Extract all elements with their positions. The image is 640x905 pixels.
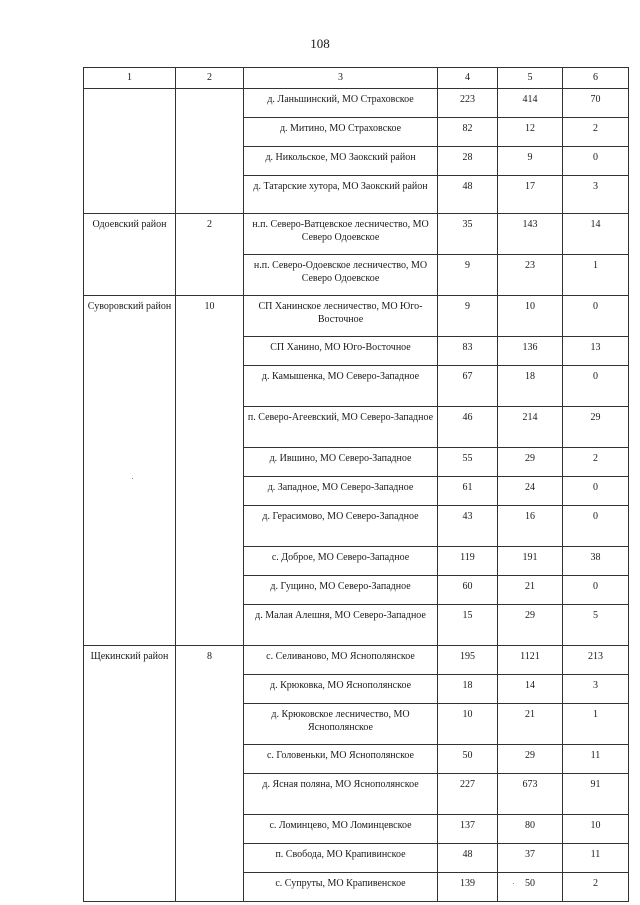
value-col4-cell: 18: [438, 675, 498, 704]
district-cell: [84, 89, 176, 214]
value-col6-cell: 11: [563, 745, 629, 774]
settlement-cell: н.п. Северо-Одоевское лесничество, МО Северо Одоевское: [244, 255, 438, 296]
value-col4-cell: 139: [438, 873, 498, 902]
value-col4-cell: 28: [438, 147, 498, 176]
value-col6-cell: 10: [563, 815, 629, 844]
value-col5-cell: 50: [498, 873, 563, 902]
settlement-cell: п. Свобода, МО Крапивинское: [244, 844, 438, 873]
count-cell: 10: [176, 296, 244, 646]
settlement-cell: СП Ханинское лесничество, МО Юго-Восточное: [244, 296, 438, 337]
value-col4-cell: 9: [438, 255, 498, 296]
settlement-cell: с. Селиваново, МО Яснополянское: [244, 646, 438, 675]
value-col6-cell: 0: [563, 366, 629, 407]
value-col5-cell: 21: [498, 704, 563, 745]
settlement-cell: д. Татарские хутора, МО Заокский район: [244, 176, 438, 214]
value-col4-cell: 227: [438, 774, 498, 815]
settlement-cell: д. Камышенка, МО Северо-Западное: [244, 366, 438, 407]
value-col5-cell: 9: [498, 147, 563, 176]
value-col4-cell: 61: [438, 477, 498, 506]
settlement-cell: СП Ханино, МО Юго-Восточное: [244, 337, 438, 366]
table-row: [84, 89, 629, 118]
district-cell: Одоевский район: [84, 214, 176, 296]
settlement-cell: с. Головеньки, МО Яснополянское: [244, 745, 438, 774]
count-cell: 2: [176, 214, 244, 296]
value-col5-cell: 18: [498, 366, 563, 407]
value-col4-cell: 15: [438, 605, 498, 646]
settlement-cell: д. Малая Алешня, МО Северо-Западное: [244, 605, 438, 646]
scan-speck: [132, 478, 133, 479]
value-col5-cell: 12: [498, 118, 563, 147]
value-col5-cell: 29: [498, 745, 563, 774]
value-col5-cell: 29: [498, 448, 563, 477]
table-row: [84, 214, 629, 255]
value-col6-cell: 5: [563, 605, 629, 646]
settlement-cell: с. Ломинцево, МО Ломинцевское: [244, 815, 438, 844]
value-col5-cell: 14: [498, 675, 563, 704]
value-col6-cell: 70: [563, 89, 629, 118]
value-col6-cell: 0: [563, 147, 629, 176]
value-col4-cell: 9: [438, 296, 498, 337]
value-col5-cell: 80: [498, 815, 563, 844]
value-col6-cell: 29: [563, 407, 629, 448]
district-cell: Щекинский район: [84, 646, 176, 902]
value-col4-cell: 67: [438, 366, 498, 407]
settlement-cell: д. Ясная поляна, МО Яснополянское: [244, 774, 438, 815]
value-col5-cell: 136: [498, 337, 563, 366]
value-col4-cell: 82: [438, 118, 498, 147]
value-col4-cell: 35: [438, 214, 498, 255]
header-cell: 1: [84, 68, 176, 89]
value-col4-cell: 50: [438, 745, 498, 774]
value-col5-cell: 24: [498, 477, 563, 506]
value-col5-cell: 10: [498, 296, 563, 337]
table-row: [84, 296, 629, 337]
value-col6-cell: 13: [563, 337, 629, 366]
value-col5-cell: 414: [498, 89, 563, 118]
value-col4-cell: 48: [438, 176, 498, 214]
header-cell: 4: [438, 68, 498, 89]
header-cell: 2: [176, 68, 244, 89]
count-cell: 8: [176, 646, 244, 902]
value-col6-cell: 0: [563, 576, 629, 605]
value-col4-cell: 55: [438, 448, 498, 477]
value-col5-cell: 29: [498, 605, 563, 646]
value-col5-cell: 21: [498, 576, 563, 605]
settlement-cell: д. Митино, МО Страховское: [244, 118, 438, 147]
value-col4-cell: 10: [438, 704, 498, 745]
value-col6-cell: 3: [563, 675, 629, 704]
value-col6-cell: 2: [563, 448, 629, 477]
header-cell: 6: [563, 68, 629, 89]
value-col6-cell: 0: [563, 296, 629, 337]
value-col6-cell: 91: [563, 774, 629, 815]
settlement-cell: д. Крюковское лесничество, МО Яснополянское: [244, 704, 438, 745]
value-col4-cell: 83: [438, 337, 498, 366]
value-col6-cell: 38: [563, 547, 629, 576]
value-col6-cell: 2: [563, 873, 629, 902]
value-col6-cell: 2: [563, 118, 629, 147]
value-col6-cell: 0: [563, 506, 629, 547]
value-col4-cell: 43: [438, 506, 498, 547]
scan-speck: [513, 883, 514, 884]
settlement-cell: п. Северо-Агеевский, МО Северо-Западное: [244, 407, 438, 448]
settlement-cell: с. Доброе, МО Северо-Западное: [244, 547, 438, 576]
value-col4-cell: 46: [438, 407, 498, 448]
settlement-cell: д. Крюковка, МО Яснополянское: [244, 675, 438, 704]
table-row: [84, 646, 629, 675]
value-col5-cell: 16: [498, 506, 563, 547]
page-number: 108: [310, 36, 330, 51]
value-col5-cell: 1121: [498, 646, 563, 675]
settlement-cell: д. Западное, МО Северо-Западное: [244, 477, 438, 506]
value-col4-cell: 223: [438, 89, 498, 118]
settlement-cell: с. Супруты, МО Крапивенское: [244, 873, 438, 902]
header-cell: 3: [244, 68, 438, 89]
value-col6-cell: 213: [563, 646, 629, 675]
value-col6-cell: 1: [563, 255, 629, 296]
value-col6-cell: 3: [563, 176, 629, 214]
settlement-cell: д. Герасимово, МО Северо-Западное: [244, 506, 438, 547]
settlement-cell: д. Никольское, МО Заокский район: [244, 147, 438, 176]
value-col6-cell: 14: [563, 214, 629, 255]
header-cell: 5: [498, 68, 563, 89]
settlement-cell: д. Ившино, МО Северо-Западное: [244, 448, 438, 477]
settlements-table: [83, 67, 629, 902]
value-col4-cell: 137: [438, 815, 498, 844]
value-col6-cell: 11: [563, 844, 629, 873]
header-row: [84, 68, 629, 89]
value-col5-cell: 214: [498, 407, 563, 448]
settlement-cell: д. Ланьшинский, МО Страховское: [244, 89, 438, 118]
value-col4-cell: 119: [438, 547, 498, 576]
value-col5-cell: 673: [498, 774, 563, 815]
value-col4-cell: 60: [438, 576, 498, 605]
value-col6-cell: 0: [563, 477, 629, 506]
value-col6-cell: 1: [563, 704, 629, 745]
value-col5-cell: 23: [498, 255, 563, 296]
count-cell: [176, 89, 244, 214]
value-col4-cell: 48: [438, 844, 498, 873]
value-col5-cell: 37: [498, 844, 563, 873]
settlement-cell: н.п. Северо-Ватцевское лесничество, МО Северо Одоевское: [244, 214, 438, 255]
value-col5-cell: 191: [498, 547, 563, 576]
district-cell: Суворовский район: [84, 296, 176, 646]
settlement-cell: д. Гущино, МО Северо-Западное: [244, 576, 438, 605]
value-col5-cell: 17: [498, 176, 563, 214]
value-col5-cell: 143: [498, 214, 563, 255]
value-col4-cell: 195: [438, 646, 498, 675]
